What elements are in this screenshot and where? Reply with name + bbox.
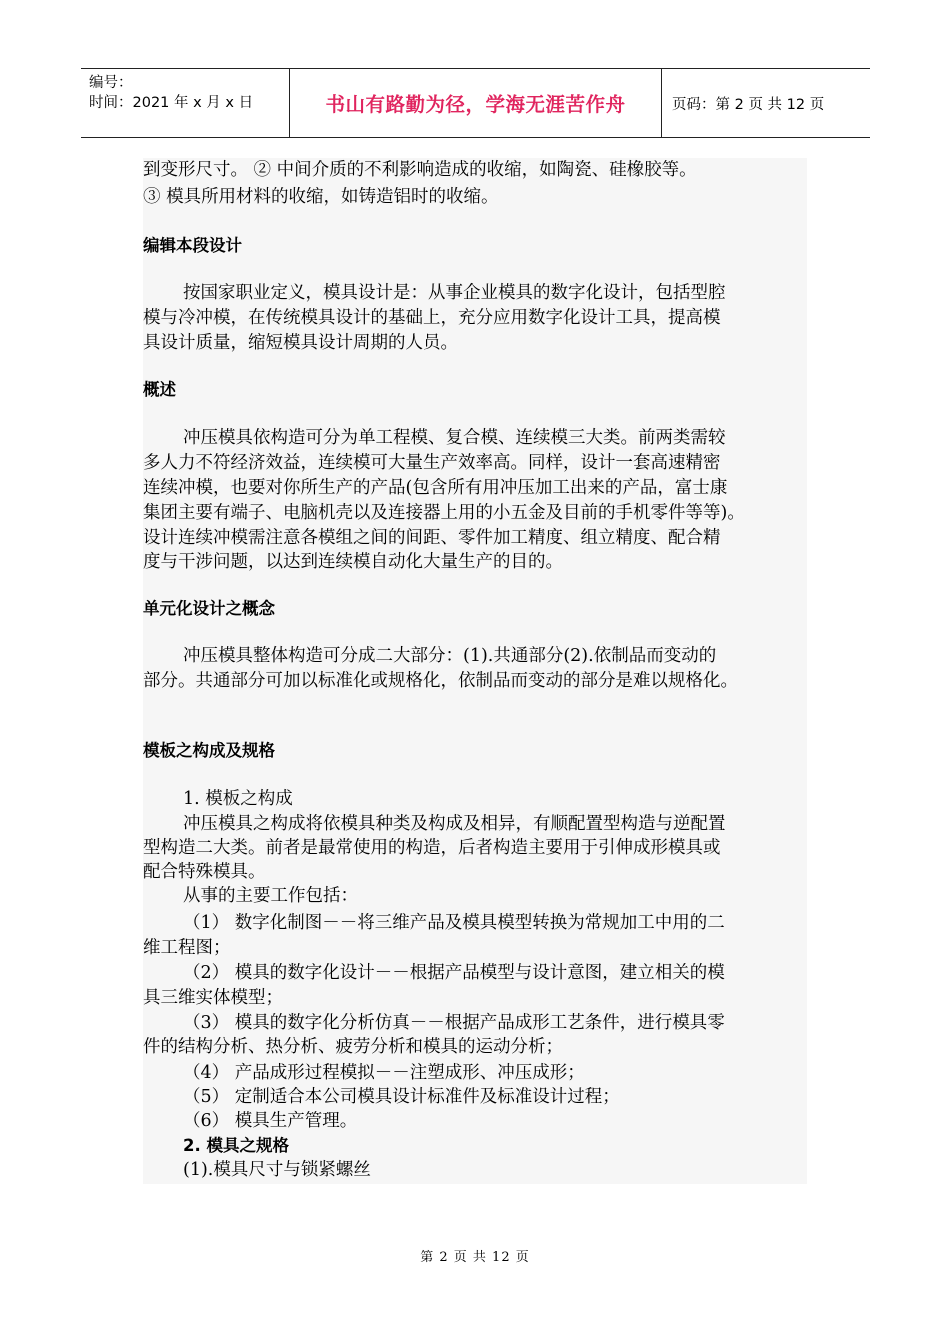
header-page-info: 页码：第 2 页 共 12 页 [672,96,825,113]
body-line: （6） 模具生产管理。 [183,1111,358,1131]
section-heading: 概述 [143,380,176,399]
document-header [81,68,870,138]
body-line: 配合特殊模具。 [143,862,266,882]
body-line: 具三维实体模型； [143,988,283,1008]
body-line: 多人力不符经济效益，连续模可大量生产效率高。同样，设计一套高速精密 [143,453,721,473]
header-motto: 书山有路勤为径，学海无涯苦作舟 [290,69,662,137]
section-heading: 模板之构成及规格 [143,741,275,760]
body-line: （2） 模具的数字化设计－－根据产品模型与设计意图，建立相关的模 [183,963,725,983]
subsection-heading: 2. 模具之规格 [183,1136,289,1155]
body-line: 冲压模具整体构造可分成二大部分：(1).共通部分(2).依制品而变动的 [183,646,717,666]
page-footer: 第 2 页 共 12 页 [420,1250,530,1265]
body-line: 度与干涉问题，以达到连续模自动化大量生产的目的。 [143,552,563,572]
body-line: 集团主要有端子、电脑机壳以及连接器上用的小五金及目前的手机零件等等)。 [143,503,745,523]
body-line: 从事的主要工作包括： [183,886,358,906]
body-line: 按国家职业定义，模具设计是：从事企业模具的数字化设计，包括型腔 [183,283,726,303]
section-heading: 编辑本段设计 [143,236,242,255]
body-line: 连续冲模，也要对你所生产的产品(包含所有用冲压加工出来的产品，富士康 [143,478,728,498]
document-body [143,158,807,1184]
header-meta [81,69,290,137]
body-line: (1).模具尺寸与锁紧螺丝 [183,1160,371,1180]
body-line: （4） 产品成形过程模拟－－注塑成形、冲压成形； [183,1063,585,1083]
body-line: 冲压模具依构造可分为单工程模、复合模、连续模三大类。前两类需较 [183,428,726,448]
body-line: 具设计质量，缩短模具设计周期的人员。 [143,333,458,353]
body-line: 件的结构分析、热分析、疲劳分析和模具的运动分析； [143,1037,563,1057]
section-heading: 单元化设计之概念 [143,599,275,618]
body-line: 到变形尺寸。 ② 中间介质的不利影响造成的收缩，如陶瓷、硅橡胶等。 [143,160,697,180]
body-line: （5） 定制适合本公司模具设计标准件及标准设计过程； [183,1087,620,1107]
date-label: 时间：2021 年 x 月 x 日 [89,95,254,111]
body-line: 1. 模板之构成 [183,789,293,809]
body-line: 型构造二大类。前者是最常使用的构造，后者构造主要用于引伸成形模具或 [143,838,721,858]
body-line: 设计连续冲模需注意各模组之间的间距、零件加工精度、组立精度、配合精 [143,528,721,548]
body-line: 冲压模具之构成将依模具种类及构成及相异，有顺配置型构造与逆配置 [183,814,726,834]
number-label: 编号： [89,75,133,91]
body-line: 模与冷冲模，在传统模具设计的基础上，充分应用数字化设计工具，提高模 [143,308,721,328]
body-line: （1） 数字化制图－－将三维产品及模具模型转换为常规加工中用的二 [183,913,725,933]
body-line: 维工程图； [143,938,231,958]
body-line: ③ 模具所用材料的收缩，如铸造铝时的收缩。 [143,187,499,207]
body-line: （3） 模具的数字化分析仿真－－根据产品成形工艺条件，进行模具零 [183,1013,725,1033]
body-line: 部分。共通部分可加以标准化或规格化，依制品而变动的部分是难以规格化。 [143,671,738,691]
